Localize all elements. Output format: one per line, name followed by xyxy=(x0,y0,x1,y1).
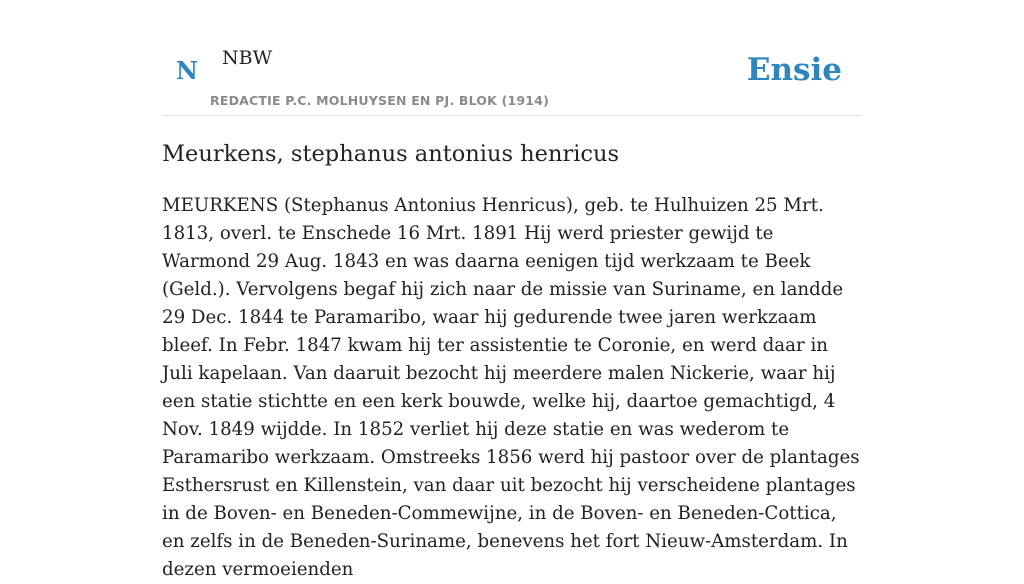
article-page xyxy=(162,0,862,580)
source-header xyxy=(162,0,862,116)
ensie-logo-link[interactable]: Ensie xyxy=(746,52,842,88)
source-name-link[interactable]: NBW xyxy=(222,47,273,69)
source-logo[interactable]: N xyxy=(176,56,198,85)
article-title: Meurkens, stephanus antonius henricus xyxy=(162,141,620,167)
article-body: MEURKENS (Stephanus Antonius Henricus), geb. te Hulhuizen 25 Mrt. 1813, overl. te Enschede 16 Mrt. 1891 Hij werd priester gewijd te Warmond 29 Aug. 1843 en was daarna eenigen tijd werkzaam te Beek (Geld.). Vervolgens begaf hij zich naar de missie van Suriname, en landde 29 Dec. 1844 te Paramaribo, waar hij gedurende twee jaren werkzaam bleef. In Febr. 1847 kwam hij ter assistentie te Coronie, en werd daar in Juli kapelaan. Van daaruit bezocht hij meerdere malen Nickerie, waar hij een statie stichtte en een kerk bouwde, welke hij, daartoe gemachtigd, 4 Nov. 1849 wijdde. In 1852 verliet hij deze statie en was wederom te Paramaribo werkzaam. Omstreeks 1856 werd hij pastoor over de plantages Esthersrust en Killenstein, van daar uit bezocht hij verscheidene plantages in de Boven- en Beneden-Commewijne, in de Boven- en Beneden-Cottica, en zelfs in de Beneden-Suriname, benevens het fort Nieuw-Amsterdam. In dezen vermoeienden xyxy=(162,195,860,580)
source-subtitle: REDACTIE P.C. MOLHUYSEN EN PJ. BLOK (1914) xyxy=(210,93,549,108)
